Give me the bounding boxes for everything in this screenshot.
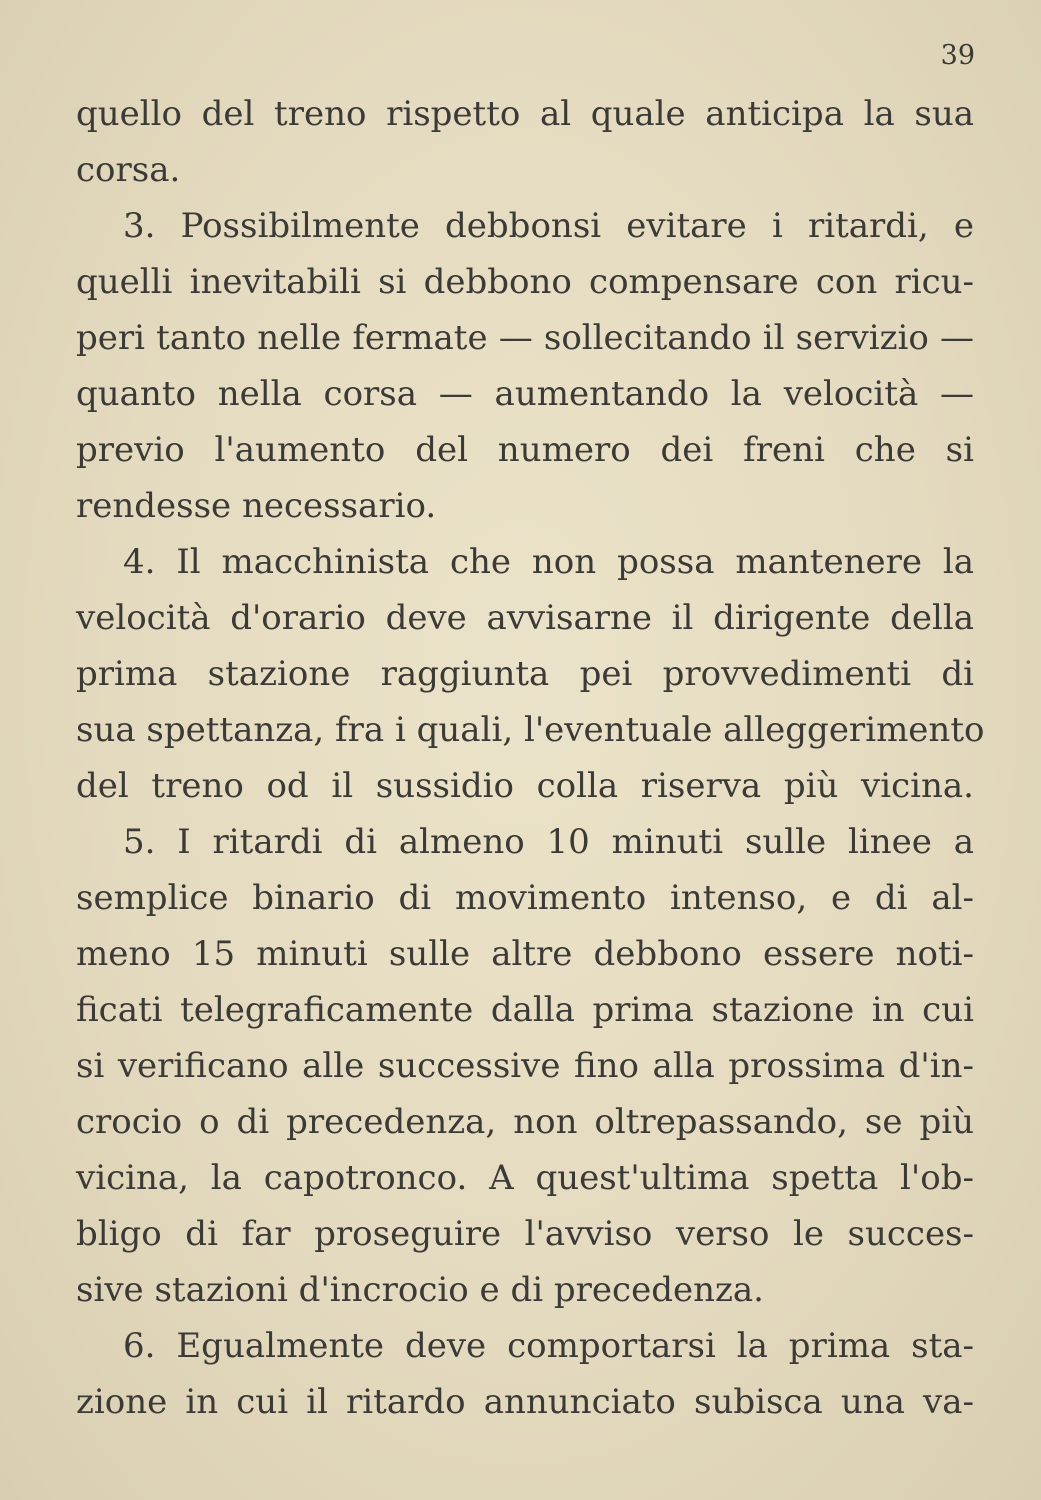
paragraph-5-start: 5. I ritardi di almeno 10 minuti sulle linee a bbox=[123, 822, 974, 862]
text-line: ficati telegraficamente dalla prima stazione in cui bbox=[76, 990, 974, 1030]
text-line: previo l'aumento del numero dei freni che si bbox=[76, 430, 974, 470]
text-line: semplice binario di movimento intenso, e di al- bbox=[76, 878, 974, 918]
text-line: peri tanto nelle fermate — sollecitando il servizio — bbox=[76, 318, 974, 358]
paragraph-4-start: 4. Il macchinista che non possa mantenere la bbox=[123, 542, 974, 582]
text-line: sua spettanza, fra i quali, l'eventuale alleggerimento bbox=[76, 710, 985, 750]
text-line: meno 15 minuti sulle altre debbono essere noti- bbox=[76, 934, 974, 974]
text-line: sive stazioni d'incrocio e di precedenza. bbox=[76, 1270, 764, 1310]
text-line: zione in cui il ritardo annunciato subisca una va- bbox=[76, 1382, 974, 1422]
text-line: si verificano alle successive fino alla prossima d'in- bbox=[76, 1046, 974, 1086]
text-line: velocità d'orario deve avvisarne il dirigente della bbox=[76, 598, 974, 638]
paragraph-3-start: 3. Possibilmente debbonsi evitare i ritardi, e bbox=[123, 206, 974, 246]
text-line: quelli inevitabili si debbono compensare con ricu- bbox=[76, 262, 974, 302]
text-line: del treno od il sussidio colla riserva più vicina. bbox=[76, 766, 974, 806]
text-line: quello del treno rispetto al quale anticipa la sua bbox=[76, 94, 974, 134]
body-text bbox=[76, 86, 985, 1430]
text-line: bligo di far proseguire l'avviso verso le succes- bbox=[76, 1214, 974, 1254]
text-line: crocio o di precedenza, non oltrepassando, se più bbox=[76, 1102, 974, 1142]
text-line: quanto nella corsa — aumentando la velocità — bbox=[76, 374, 974, 414]
text-line: vicina, la capotronco. A quest'ultima spetta l'ob- bbox=[76, 1158, 974, 1198]
paragraph-6-start: 6. Egualmente deve comportarsi la prima sta- bbox=[123, 1326, 974, 1366]
text-line: corsa. bbox=[76, 150, 181, 190]
text-line: rendesse necessario. bbox=[76, 486, 437, 526]
text-line: prima stazione raggiunta pei provvedimenti di bbox=[76, 654, 974, 694]
page-number: 39 bbox=[940, 40, 975, 71]
